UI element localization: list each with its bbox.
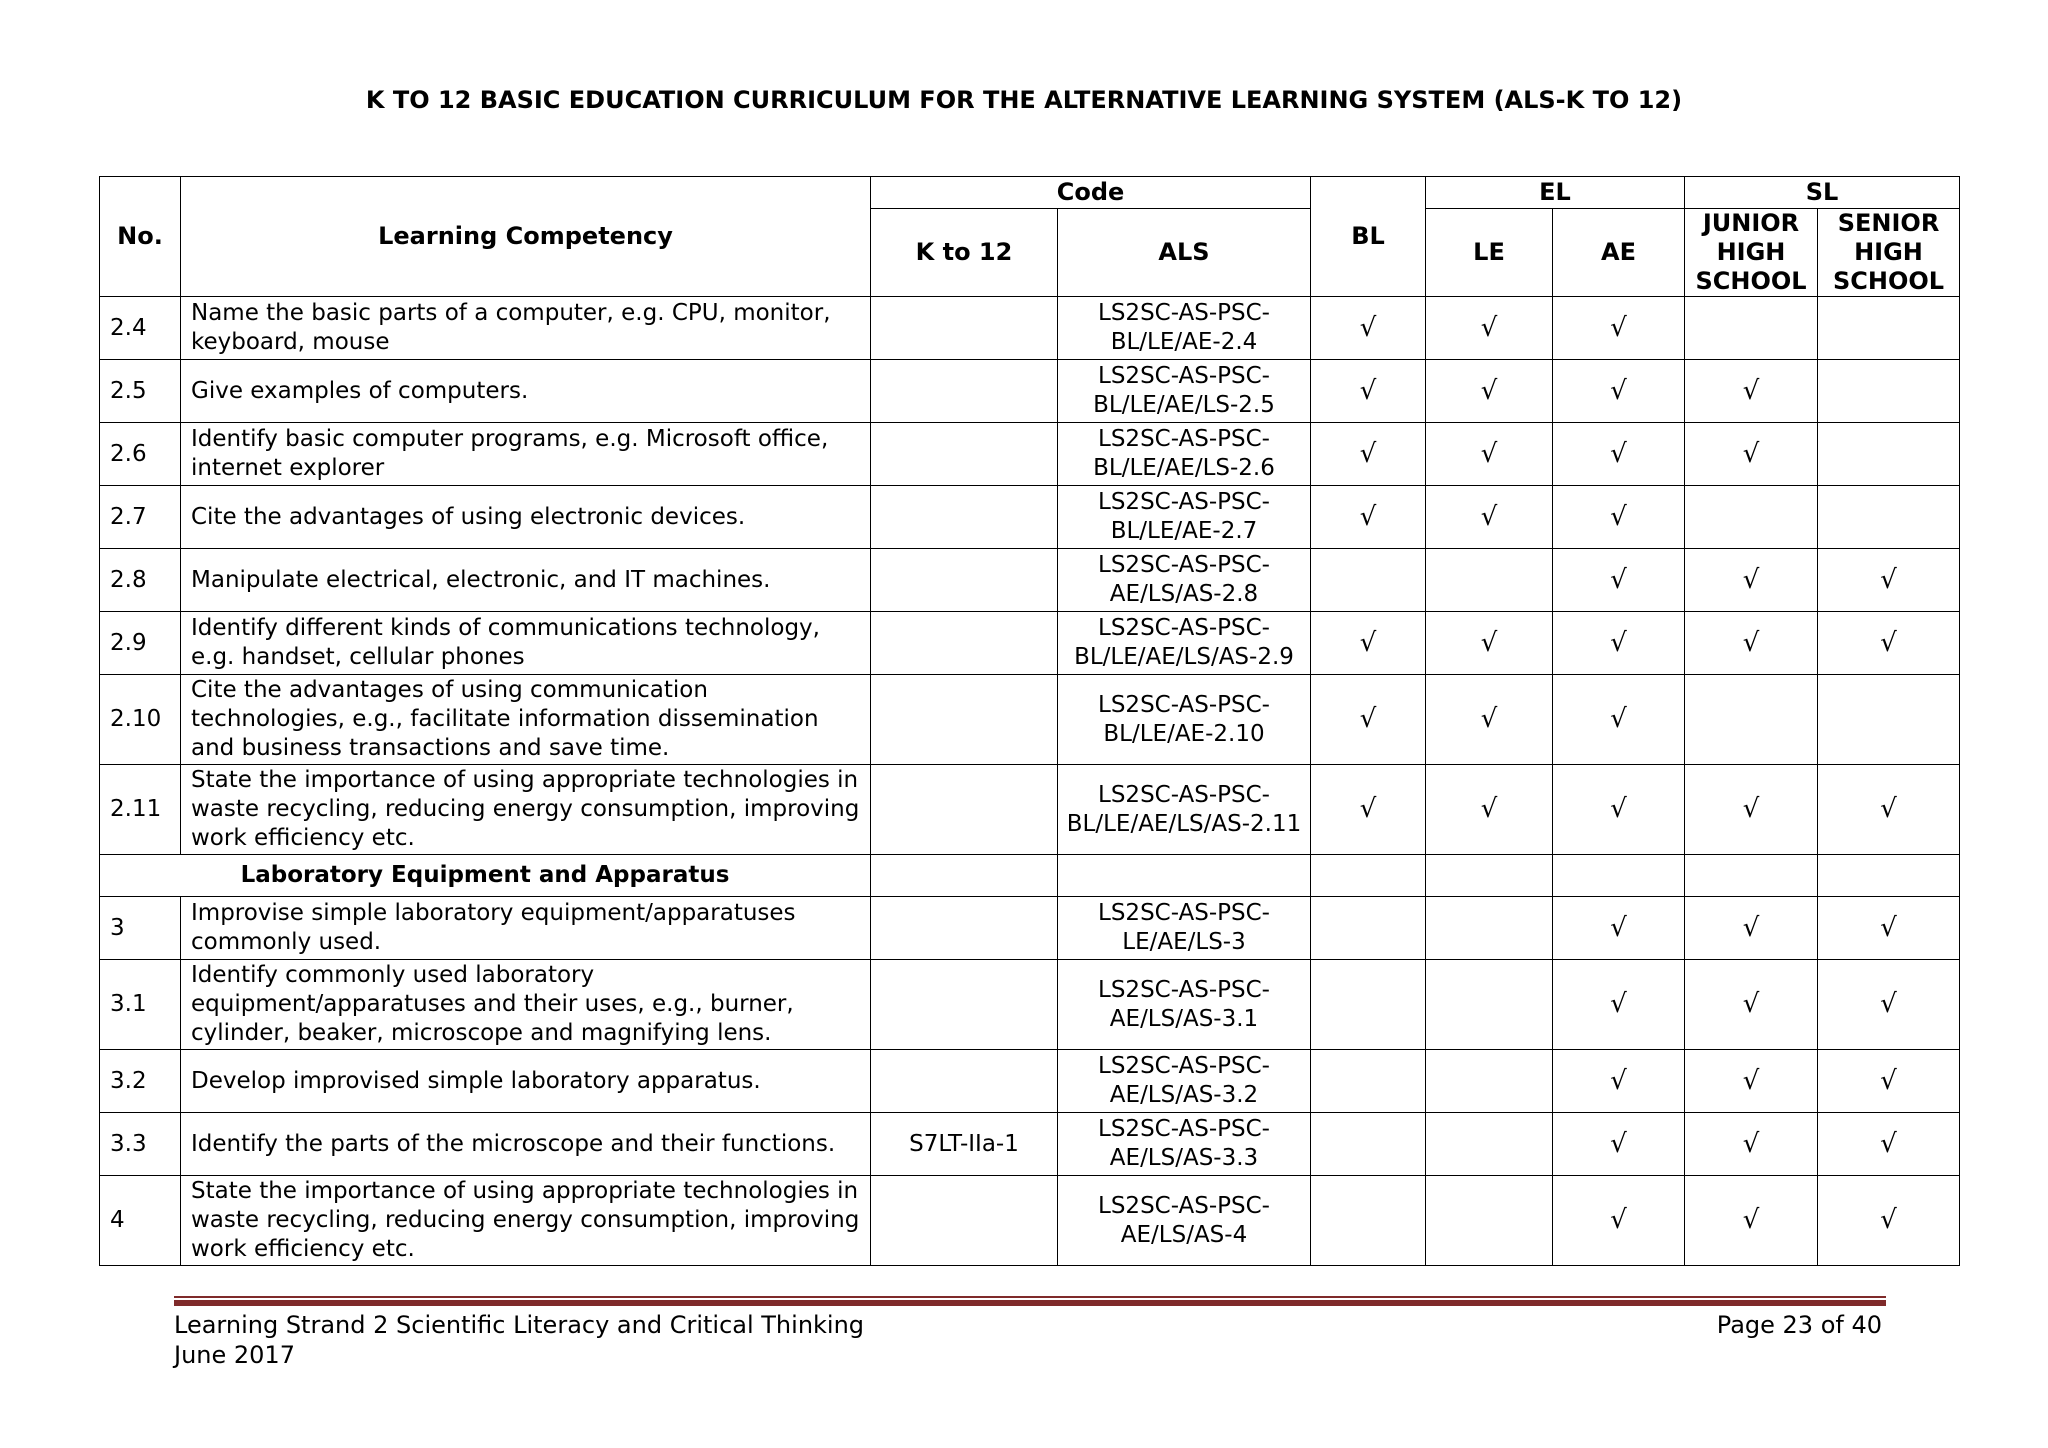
table-row xyxy=(100,765,1960,855)
check-jhs xyxy=(1685,297,1818,360)
row-als-code: LS2SC-AS-PSC-AE/LS/AS-3.2 xyxy=(1058,1050,1311,1113)
row-k12-code xyxy=(871,549,1058,612)
row-no: 2.4 xyxy=(100,297,181,360)
row-no: 3 xyxy=(100,897,181,960)
check-ae: √ xyxy=(1553,297,1685,360)
empty-cell xyxy=(1685,855,1818,897)
check-le: √ xyxy=(1426,360,1553,423)
check-ae: √ xyxy=(1553,360,1685,423)
table-row xyxy=(100,360,1960,423)
check-ae: √ xyxy=(1553,1113,1685,1176)
check-le: √ xyxy=(1426,675,1553,765)
empty-cell xyxy=(1058,855,1311,897)
row-no: 2.5 xyxy=(100,360,181,423)
row-competency: Identify the parts of the microscope and their functions. xyxy=(181,1113,871,1176)
footer-page-number: Page 23 of 40 xyxy=(1716,1311,1882,1339)
check-ae: √ xyxy=(1553,549,1685,612)
header-ae: AE xyxy=(1553,209,1685,297)
row-als-code: LS2SC-AS-PSC-BL/LE/AE/LS/AS-2.9 xyxy=(1058,612,1311,675)
row-competency: State the importance of using appropriate technologies in waste recycling, reducing energy consumption, improving work efficiency etc. xyxy=(181,1176,871,1266)
check-jhs xyxy=(1685,486,1818,549)
check-ae: √ xyxy=(1553,675,1685,765)
footer-date: June 2017 xyxy=(174,1341,295,1369)
check-bl: √ xyxy=(1311,423,1426,486)
row-als-code: LS2SC-AS-PSC-AE/LS/AS-3.3 xyxy=(1058,1113,1311,1176)
header-no: No. xyxy=(100,177,181,297)
check-jhs: √ xyxy=(1685,1176,1818,1266)
row-no: 4 xyxy=(100,1176,181,1266)
check-le: √ xyxy=(1426,297,1553,360)
row-no: 3.2 xyxy=(100,1050,181,1113)
table-row xyxy=(100,549,1960,612)
check-le xyxy=(1426,549,1553,612)
check-le xyxy=(1426,1050,1553,1113)
check-le xyxy=(1426,960,1553,1050)
check-shs: √ xyxy=(1818,897,1960,960)
header-als: ALS xyxy=(1058,209,1311,297)
check-shs: √ xyxy=(1818,960,1960,1050)
check-le xyxy=(1426,897,1553,960)
check-le xyxy=(1426,1176,1553,1266)
table-row xyxy=(100,612,1960,675)
row-k12-code xyxy=(871,297,1058,360)
row-k12-code xyxy=(871,960,1058,1050)
row-als-code: LS2SC-AS-PSC-BL/LE/AE-2.7 xyxy=(1058,486,1311,549)
curriculum-table xyxy=(99,176,1960,1266)
header-le: LE xyxy=(1426,209,1553,297)
row-no: 2.9 xyxy=(100,612,181,675)
check-le: √ xyxy=(1426,486,1553,549)
table-row xyxy=(100,1050,1960,1113)
row-competency: State the importance of using appropriate technologies in waste recycling, reducing energy consumption, improving work efficiency etc. xyxy=(181,765,871,855)
table-row xyxy=(100,960,1960,1050)
check-jhs xyxy=(1685,675,1818,765)
row-k12-code xyxy=(871,675,1058,765)
footer-strand: Learning Strand 2 Scientific Literacy and Critical Thinking xyxy=(174,1311,865,1339)
row-competency: Manipulate electrical, electronic, and IT machines. xyxy=(181,549,871,612)
row-competency: Develop improvised simple laboratory apparatus. xyxy=(181,1050,871,1113)
row-no: 2.11 xyxy=(100,765,181,855)
check-shs xyxy=(1818,486,1960,549)
header-sl: SL xyxy=(1685,177,1960,209)
check-shs xyxy=(1818,423,1960,486)
check-ae: √ xyxy=(1553,423,1685,486)
row-k12-code xyxy=(871,360,1058,423)
row-competency: Cite the advantages of using electronic devices. xyxy=(181,486,871,549)
check-le: √ xyxy=(1426,423,1553,486)
check-le xyxy=(1426,1113,1553,1176)
header-jhs: JUNIOR HIGH SCHOOL xyxy=(1685,209,1818,297)
check-le: √ xyxy=(1426,765,1553,855)
table-row xyxy=(100,1113,1960,1176)
header-code: Code xyxy=(871,177,1311,209)
check-jhs: √ xyxy=(1685,765,1818,855)
check-shs: √ xyxy=(1818,765,1960,855)
check-ae: √ xyxy=(1553,486,1685,549)
check-bl: √ xyxy=(1311,675,1426,765)
check-jhs: √ xyxy=(1685,897,1818,960)
table-row xyxy=(100,1176,1960,1266)
row-competency: Identify different kinds of communications technology, e.g. handset, cellular phones xyxy=(181,612,871,675)
row-no: 3.1 xyxy=(100,960,181,1050)
check-jhs: √ xyxy=(1685,549,1818,612)
check-bl xyxy=(1311,1113,1426,1176)
row-no: 2.10 xyxy=(100,675,181,765)
row-competency: Cite the advantages of using communication technologies, e.g., facilitate information dissemination and business transactions and save time. xyxy=(181,675,871,765)
check-ae: √ xyxy=(1553,960,1685,1050)
check-bl: √ xyxy=(1311,765,1426,855)
empty-cell xyxy=(1426,855,1553,897)
header-k-to-12: K to 12 xyxy=(871,209,1058,297)
check-jhs: √ xyxy=(1685,612,1818,675)
check-shs xyxy=(1818,360,1960,423)
row-als-code: LS2SC-AS-PSC-AE/LS/AS-2.8 xyxy=(1058,549,1311,612)
header-competency: Learning Competency xyxy=(181,177,871,297)
check-shs xyxy=(1818,675,1960,765)
footer-rule-thin xyxy=(174,1296,1886,1298)
check-bl xyxy=(1311,897,1426,960)
row-k12-code xyxy=(871,1050,1058,1113)
check-shs: √ xyxy=(1818,1050,1960,1113)
row-no: 2.7 xyxy=(100,486,181,549)
row-competency: Identify commonly used laboratory equipment/apparatuses and their uses, e.g., burner, cylinder, beaker, microscope and magnifying lens. xyxy=(181,960,871,1050)
check-bl xyxy=(1311,1050,1426,1113)
empty-cell xyxy=(1818,855,1960,897)
row-competency: Identify basic computer programs, e.g. Microsoft office, internet explorer xyxy=(181,423,871,486)
check-jhs: √ xyxy=(1685,423,1818,486)
table-row xyxy=(100,675,1960,765)
empty-cell xyxy=(1553,855,1685,897)
row-als-code: LS2SC-AS-PSC-AE/LS/AS-3.1 xyxy=(1058,960,1311,1050)
row-als-code: LS2SC-AS-PSC-BL/LE/AE-2.10 xyxy=(1058,675,1311,765)
section-row xyxy=(100,855,1960,897)
check-ae: √ xyxy=(1553,1176,1685,1266)
header-shs: SENIOR HIGH SCHOOL xyxy=(1818,209,1960,297)
check-bl xyxy=(1311,960,1426,1050)
check-jhs: √ xyxy=(1685,360,1818,423)
check-ae: √ xyxy=(1553,1050,1685,1113)
row-competency: Name the basic parts of a computer, e.g. CPU, monitor, keyboard, mouse xyxy=(181,297,871,360)
row-als-code: LS2SC-AS-PSC-BL/LE/AE/LS-2.6 xyxy=(1058,423,1311,486)
row-als-code: LS2SC-AS-PSC-LE/AE/LS-3 xyxy=(1058,897,1311,960)
table-row xyxy=(100,423,1960,486)
check-shs: √ xyxy=(1818,1176,1960,1266)
header-bl: BL xyxy=(1311,177,1426,297)
row-k12-code xyxy=(871,765,1058,855)
check-ae: √ xyxy=(1553,612,1685,675)
check-jhs: √ xyxy=(1685,1113,1818,1176)
table-row xyxy=(100,486,1960,549)
row-k12-code xyxy=(871,423,1058,486)
row-no: 3.3 xyxy=(100,1113,181,1176)
check-shs: √ xyxy=(1818,549,1960,612)
check-bl: √ xyxy=(1311,612,1426,675)
row-no: 2.6 xyxy=(100,423,181,486)
row-als-code: LS2SC-AS-PSC-AE/LS/AS-4 xyxy=(1058,1176,1311,1266)
check-bl: √ xyxy=(1311,486,1426,549)
check-jhs: √ xyxy=(1685,1050,1818,1113)
table-row xyxy=(100,297,1960,360)
check-shs: √ xyxy=(1818,612,1960,675)
row-als-code: LS2SC-AS-PSC-BL/LE/AE/LS/AS-2.11 xyxy=(1058,765,1311,855)
row-k12-code xyxy=(871,486,1058,549)
row-als-code: LS2SC-AS-PSC-BL/LE/AE-2.4 xyxy=(1058,297,1311,360)
check-bl xyxy=(1311,1176,1426,1266)
row-competency: Improvise simple laboratory equipment/apparatuses commonly used. xyxy=(181,897,871,960)
row-k12-code: S7LT-IIa-1 xyxy=(871,1113,1058,1176)
empty-cell xyxy=(871,855,1058,897)
header-el: EL xyxy=(1426,177,1685,209)
check-bl: √ xyxy=(1311,297,1426,360)
document-title: K TO 12 BASIC EDUCATION CURRICULUM FOR THE ALTERNATIVE LEARNING SYSTEM (ALS-K TO 12) xyxy=(365,86,1683,114)
footer-rule-thick xyxy=(174,1300,1886,1306)
check-ae: √ xyxy=(1553,897,1685,960)
check-le: √ xyxy=(1426,612,1553,675)
check-bl: √ xyxy=(1311,360,1426,423)
row-k12-code xyxy=(871,1176,1058,1266)
row-k12-code xyxy=(871,612,1058,675)
section-heading: Laboratory Equipment and Apparatus xyxy=(100,855,871,897)
row-als-code: LS2SC-AS-PSC-BL/LE/AE/LS-2.5 xyxy=(1058,360,1311,423)
check-ae: √ xyxy=(1553,765,1685,855)
row-k12-code xyxy=(871,897,1058,960)
footer-rule xyxy=(174,1296,1886,1306)
check-shs: √ xyxy=(1818,1113,1960,1176)
check-shs xyxy=(1818,297,1960,360)
check-jhs: √ xyxy=(1685,960,1818,1050)
header-row-top xyxy=(100,177,1960,209)
footer-left xyxy=(174,1310,864,1370)
empty-cell xyxy=(1311,855,1426,897)
table-row xyxy=(100,897,1960,960)
check-bl xyxy=(1311,549,1426,612)
row-no: 2.8 xyxy=(100,549,181,612)
row-competency: Give examples of computers. xyxy=(181,360,871,423)
